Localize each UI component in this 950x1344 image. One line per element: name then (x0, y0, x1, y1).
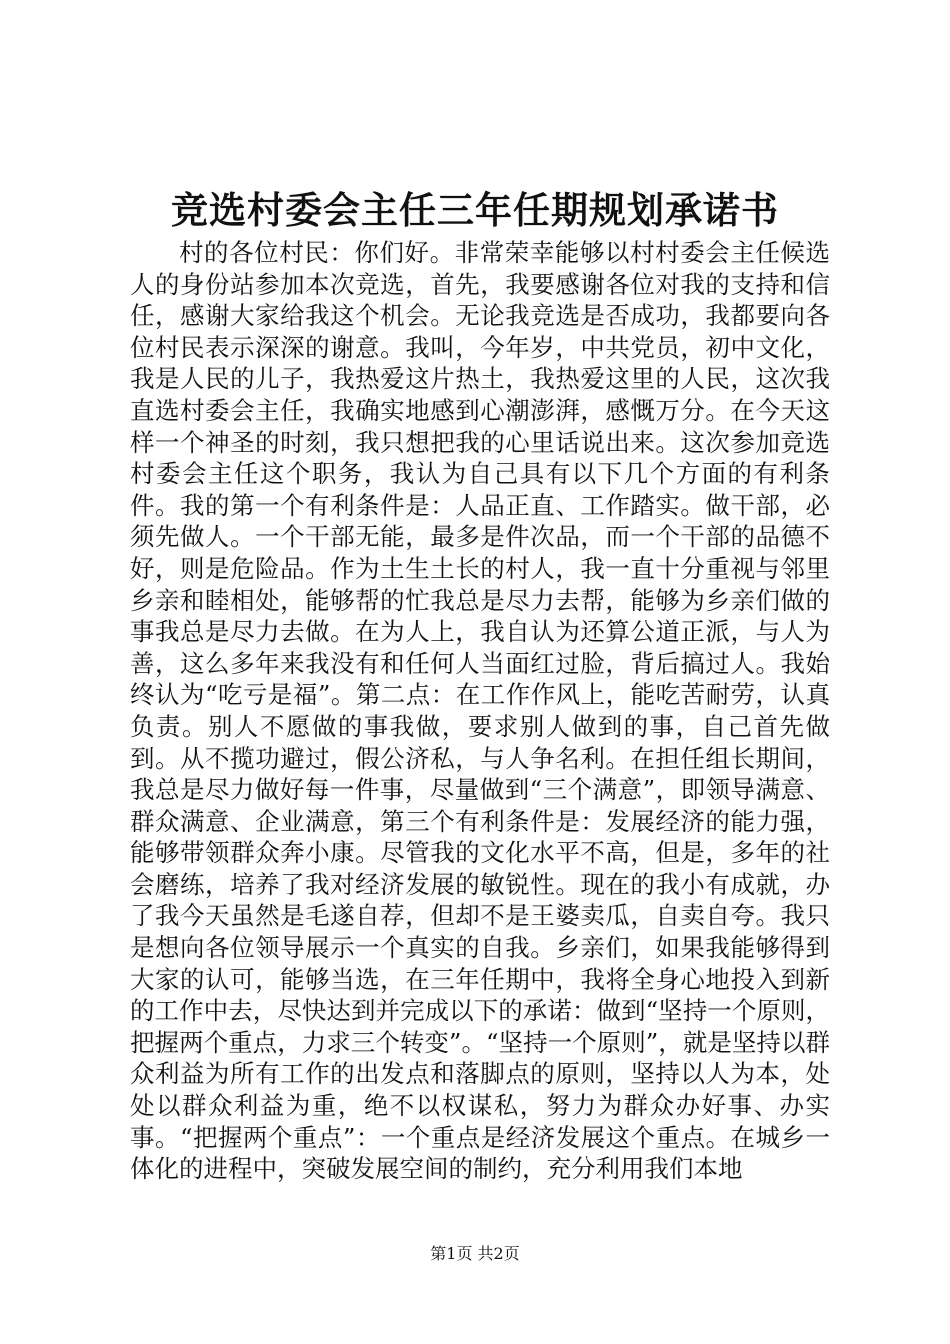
body-paragraph: 村的各位村民：你们好。非常荣幸能够以村村委会主任候选人的身份站参加本次竞选，首先，我要感谢各位对我的支持和信任，感谢大家给我这个机会。无论我竞选是否成功，我都要向各位村民表示深深的谢意。我叫，今年岁，中共党员，初中文化，我是人民的儿子，我热爱这片热土，我热爱这里的人民，这次我直选村委会主任，我确实地感到心潮澎湃，感慨万分。在今天这样一个神圣的时刻，我只想把我的心里话说出来。这次参加竞选村委会主任这个职务，我认为自己具有以下几个方面的有利条件。我的第一个有利条件是：人品正直、工作踏实。做干部，必须先做人。一个干部无能，最多是件次品，而一个干部的品德不好，则是危险品。作为土生土长的村人，我一直十分重视与邻里乡亲和睦相处，能够帮的忙我总是尽力去帮，能够为乡亲们做的事我总是尽力去做。在为人上，我自认为还算公道正派，与人为善，这么多年来我没有和任何人当面红过脸，背后搞过人。我始终认为“吃亏是福”。第二点：在工作作风上，能吃苦耐劳，认真负责。别人不愿做的事我做，要求别人做到的事，自己首先做到。从不揽功避过，假公济私，与人争名利。在担任组长期间，我总是尽力做好每一件事，尽量做到“三个满意”，即领导满意、群众满意、企业满意，第三个有利条件是：发展经济的能力强，能够带领群众奔小康。尽管我的文化水平不高，但是，多年的社会磨练，培养了我对经济发展的敏锐性。现在的我小有成就，办了我今天虽然是毛遂自荐，但却不是王婆卖瓜，自卖自夸。我只是想向各位领导展示一个真实的自我。乡亲们，如果我能够得到大家的认可，能够当选，在三年任期中，我将全身心地投入到新的工作中去，尽快达到并完成以下的承诺：做到“坚持一个原则，把握两个重点，力求三个转变”。“坚持一个原则”，就是坚持以群众利益为所有工作的出发点和落脚点的原则，坚持以人为本，处处以群众利益为重，绝不以权谋私，努力为群众办好事、办实事。“把握两个重点”：一个重点是经济发展这个重点。在城乡一体化的进程中，突破发展空间的制约，充分利用我们本地 (130, 238, 830, 1184)
document-title: 竞选村委会主任三年任期规划承诺书 (171, 188, 779, 232)
page-footer: 第1页 共2页 (430, 1244, 520, 1263)
